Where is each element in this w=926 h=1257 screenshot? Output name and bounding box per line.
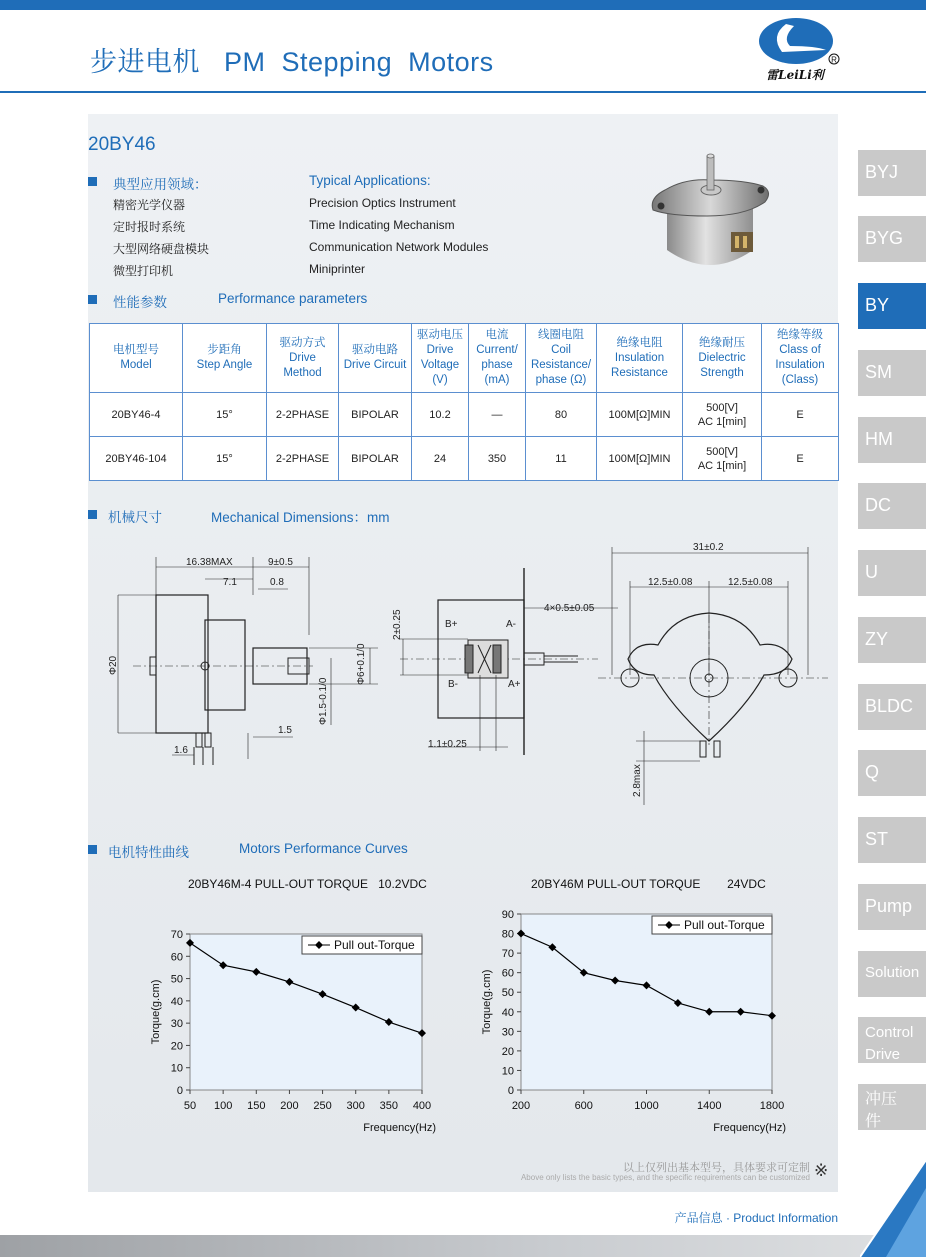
bullet-square-icon bbox=[88, 295, 97, 304]
note-cn: 以上仅列出基本型号，具体要求可定制 bbox=[623, 1162, 810, 1174]
x-tick-label: 1000 bbox=[634, 1100, 659, 1112]
table-cell: E bbox=[762, 393, 839, 437]
mechanical-drawing bbox=[88, 535, 838, 810]
dim-label: 0.8 bbox=[270, 577, 284, 588]
corner-decoration bbox=[860, 1160, 926, 1257]
model-title: 20BY46 bbox=[88, 134, 156, 155]
side-tab-hm[interactable]: HM bbox=[858, 417, 926, 463]
column-header: 线圈电阻 Coil Resistance/ phase (Ω) bbox=[526, 324, 597, 393]
torque-chart-2 bbox=[466, 905, 796, 1140]
side-tab-u[interactable]: U bbox=[858, 550, 926, 596]
footer-label: 产品信息 · Product Information bbox=[674, 1211, 838, 1225]
column-header: 驱动电路 Drive Circuit bbox=[339, 324, 412, 393]
x-tick-label: 50 bbox=[183, 1100, 197, 1112]
reference-mark-icon: ※ bbox=[814, 1161, 829, 1180]
bottom-bar bbox=[0, 1235, 926, 1257]
table-cell: 350 bbox=[469, 437, 526, 481]
brand-logo bbox=[756, 16, 842, 88]
table-cell: 2-2PHASE bbox=[267, 437, 339, 481]
pin-label: A+ bbox=[508, 679, 521, 690]
torque-chart-1 bbox=[140, 920, 440, 1140]
bullet-square-icon bbox=[88, 177, 97, 186]
side-tab-by[interactable]: BY bbox=[858, 283, 926, 329]
x-axis-label: Frequency(Hz) bbox=[363, 1122, 436, 1134]
x-tick-label: 150 bbox=[247, 1100, 266, 1112]
y-tick-label: 30 bbox=[501, 1026, 514, 1039]
y-tick-label: 90 bbox=[501, 909, 514, 921]
table-cell: 80 bbox=[526, 393, 597, 437]
table-cell: 24 bbox=[412, 437, 469, 481]
pin-label: B+ bbox=[445, 619, 458, 630]
y-tick-label: 70 bbox=[170, 929, 183, 941]
pin-label: A- bbox=[506, 619, 516, 630]
y-tick-label: 70 bbox=[501, 948, 514, 961]
x-tick-label: 200 bbox=[280, 1100, 299, 1112]
y-tick-label: 30 bbox=[170, 1018, 183, 1031]
dim-label: 12.5±0.08 bbox=[648, 577, 693, 588]
table-cell: 20BY46-4 bbox=[90, 393, 183, 437]
chart-1-title: 20BY46M-4 PULL-OUT TORQUE 10.2VDC bbox=[188, 877, 427, 891]
dim-label: 1.5 bbox=[278, 725, 292, 736]
bullet-square-icon bbox=[88, 510, 97, 519]
dim-label: 4×0.5±0.05 bbox=[544, 603, 595, 614]
table-header-row bbox=[90, 324, 839, 393]
plot-area bbox=[190, 934, 422, 1090]
column-header: 电流 Current/ phase (mA) bbox=[469, 324, 526, 393]
legend-label: Pull out-Torque bbox=[334, 938, 415, 952]
side-tab-stamping[interactable]: 冲压件 bbox=[858, 1084, 926, 1130]
side-tab-solution[interactable]: Solution bbox=[858, 951, 926, 997]
side-tab-control-drive[interactable]: Control Drive bbox=[858, 1017, 926, 1063]
dim-label: 7.1 bbox=[223, 577, 237, 588]
column-header: 绝缘耐压 Dielectric Strength bbox=[683, 324, 762, 393]
dim-label: 2.8max bbox=[632, 764, 643, 797]
y-tick-label: 40 bbox=[170, 995, 183, 1008]
svg-text:R: R bbox=[831, 55, 837, 65]
application-cn-item: 微型打印机 bbox=[113, 264, 174, 278]
column-header: 驱动电压 Drive Voltage (V) bbox=[412, 324, 469, 393]
dim-label: 9±0.5 bbox=[268, 557, 293, 568]
y-tick-label: 0 bbox=[176, 1085, 183, 1097]
header-divider bbox=[0, 91, 926, 93]
side-tab-byg[interactable]: BYG bbox=[858, 216, 926, 262]
table-cell: 2-2PHASE bbox=[267, 393, 339, 437]
dim-label: 16.38MAX bbox=[186, 557, 233, 568]
brand-logo-icon bbox=[756, 16, 842, 68]
side-tab-zy[interactable]: ZY bbox=[858, 617, 926, 663]
dim-label: 12.5±0.08 bbox=[728, 577, 773, 588]
table-cell: 11 bbox=[526, 437, 597, 481]
column-header: 驱动方式 Drive Method bbox=[267, 324, 339, 393]
bullet-square-icon bbox=[88, 845, 97, 854]
y-axis-label: Torque(g.cm) bbox=[150, 979, 162, 1045]
column-header: 电机型号 Model bbox=[90, 324, 183, 393]
table-cell: — bbox=[469, 393, 526, 437]
dim-label: 1.1±0.25 bbox=[428, 739, 467, 750]
dim-label: Φ6+0.1/0 bbox=[356, 643, 367, 685]
pin-label: B- bbox=[448, 679, 458, 690]
application-en-item: Miniprinter bbox=[309, 262, 366, 276]
dim-label: Φ1.5-0.1/0 bbox=[318, 677, 329, 725]
column-header: 绝缘电阻 Insulation Resistance bbox=[597, 324, 683, 393]
top-accent-bar bbox=[0, 0, 926, 10]
x-tick-label: 300 bbox=[346, 1100, 365, 1112]
table-cell: BIPOLAR bbox=[339, 393, 412, 437]
application-en-item: Precision Optics Instrument bbox=[309, 196, 456, 210]
x-tick-label: 1800 bbox=[759, 1100, 785, 1112]
y-tick-label: 80 bbox=[501, 928, 514, 941]
y-tick-label: 10 bbox=[501, 1065, 514, 1078]
x-tick-label: 1400 bbox=[697, 1100, 722, 1112]
side-tab-bldc[interactable]: BLDC bbox=[858, 684, 926, 730]
y-tick-label: 10 bbox=[170, 1062, 183, 1075]
y-tick-label: 20 bbox=[501, 1045, 514, 1058]
page-title: 步进电机 PM Stepping Motors bbox=[90, 47, 494, 77]
table-cell: 15° bbox=[183, 437, 267, 481]
application-en-item: Time Indicating Mechanism bbox=[309, 218, 455, 232]
side-tab-sm[interactable]: SM bbox=[858, 350, 926, 396]
table-cell: 500[V] AC 1[min] bbox=[683, 393, 762, 437]
table-cell: 500[V] AC 1[min] bbox=[683, 437, 762, 481]
x-tick-label: 250 bbox=[313, 1100, 332, 1112]
x-tick-label: 400 bbox=[412, 1100, 432, 1112]
y-tick-label: 0 bbox=[507, 1085, 514, 1097]
table-row bbox=[90, 393, 839, 437]
application-en-item: Communication Network Modules bbox=[309, 240, 489, 254]
chart-2-title: 20BY46M PULL-OUT TORQUE 24VDC bbox=[531, 877, 766, 891]
application-cn-item: 定时报时系统 bbox=[113, 220, 186, 234]
table-row bbox=[90, 437, 839, 481]
side-tab-st[interactable]: ST bbox=[858, 817, 926, 863]
legend-label: Pull out-Torque bbox=[684, 918, 765, 932]
x-tick-label: 600 bbox=[574, 1100, 593, 1112]
x-tick-label: 100 bbox=[213, 1100, 233, 1112]
application-cn-item: 精密光学仪器 bbox=[113, 198, 186, 212]
table-cell: 100M[Ω]MIN bbox=[597, 393, 683, 437]
column-header: 绝缘等级 Class of Insulation (Class) bbox=[762, 324, 839, 393]
table-cell: 100M[Ω]MIN bbox=[597, 437, 683, 481]
y-tick-label: 60 bbox=[501, 967, 514, 980]
side-tab-dc[interactable]: DC bbox=[858, 483, 926, 529]
application-cn-item: 大型网络硬盘模块 bbox=[113, 242, 210, 256]
y-tick-label: 40 bbox=[501, 1006, 514, 1019]
brand-name: 雷LeiLi利 bbox=[766, 68, 824, 82]
y-tick-label: 50 bbox=[170, 973, 183, 986]
x-tick-label: 350 bbox=[379, 1100, 399, 1112]
dim-label: Φ20 bbox=[108, 655, 119, 675]
table-cell: 10.2 bbox=[412, 393, 469, 437]
performance-table bbox=[89, 323, 839, 481]
table-cell: E bbox=[762, 437, 839, 481]
x-axis-label: Frequency(Hz) bbox=[713, 1122, 786, 1134]
y-tick-label: 50 bbox=[501, 987, 514, 1000]
dim-label: 31±0.2 bbox=[693, 542, 724, 553]
table-cell: 20BY46-104 bbox=[90, 437, 183, 481]
dim-label: 1.6 bbox=[174, 745, 188, 756]
table-cell: 15° bbox=[183, 393, 267, 437]
note-en: Above only lists the basic types, and the specific requirements can be customized bbox=[520, 1173, 810, 1182]
y-axis-label: Torque(g.cm) bbox=[481, 969, 493, 1035]
motor-photo bbox=[645, 150, 775, 290]
y-tick-label: 60 bbox=[170, 951, 183, 964]
side-tab-q[interactable]: Q bbox=[858, 750, 926, 796]
side-tab-byj[interactable]: BYJ bbox=[858, 150, 926, 196]
dim-label: 2±0.25 bbox=[392, 609, 403, 640]
column-header: 步距角 Step Angle bbox=[183, 324, 267, 393]
table-cell: BIPOLAR bbox=[339, 437, 412, 481]
y-tick-label: 20 bbox=[170, 1040, 183, 1053]
side-tab-pump[interactable]: Pump bbox=[858, 884, 926, 930]
x-tick-label: 200 bbox=[511, 1100, 531, 1112]
plot-area bbox=[521, 914, 772, 1090]
